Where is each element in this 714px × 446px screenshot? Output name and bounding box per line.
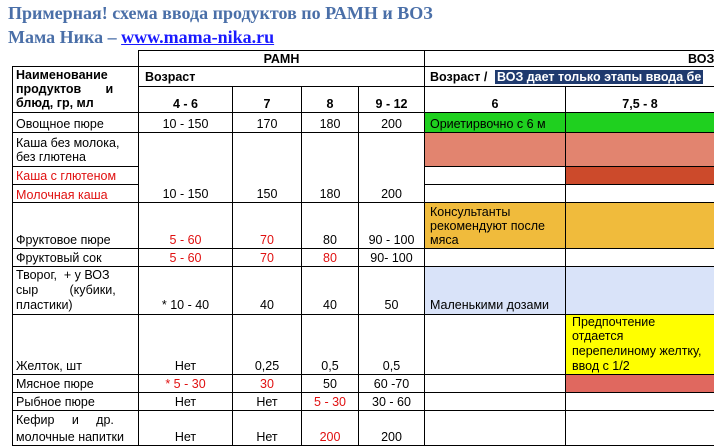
site-credit [8,27,274,48]
voz-fish-cell [565,392,714,411]
row-porridge-gluten-name: Каша с глютеном [12,166,139,185]
row-vegetable-name: Овощное пюре [12,112,139,133]
voz-juice-cell [565,248,714,267]
cell: 5 - 30 [301,392,359,411]
voz-gluten-cell [424,166,566,185]
cell: 50 [358,266,425,315]
cell: 80 [301,248,359,267]
cell: Нет [232,410,302,446]
voz-cottage-note: Маленькими дозами [424,266,566,315]
voz-gluten-cell [565,166,714,185]
voz-yolk-note: Предпочтение отдается перепелиному желтку, ввод с 1/2 [565,314,714,375]
age-8: 8 [301,86,359,113]
cell-value: 10 - 150 [162,187,209,201]
cell: 90- 100 [358,248,425,267]
age-9-12: 9 - 12 [358,86,425,113]
cell: 80 [301,202,359,249]
voz-note-highlight: ВОЗ дает только этапы ввода бе [497,70,702,84]
voz-kefir-cell [565,410,714,446]
cell: 30 [232,374,302,393]
voz-kefir-cell [424,410,566,446]
author-name: Мама Ника – [8,27,122,47]
voz-fruit-cell [565,202,714,249]
cell: Нет [138,392,233,411]
cell: 60 -70 [358,374,425,393]
age-voz-7-5-8: 7,5 - 8 [565,86,714,113]
row-fruit-puree-name: Фруктовое пюре [12,202,139,249]
voz-yolk-cell [424,314,566,375]
row-fruit-juice-name: Фруктовый сок [12,248,139,267]
cell-value: 180 [319,187,341,201]
row-kefir-name: Кефир и др. молочные напитки [12,410,139,446]
row-fish-name: Рыбное пюре [12,392,139,411]
age-4-6: 4 - 6 [138,86,233,113]
cell-value: 200 [381,187,402,201]
voz-fish-cell [424,392,566,411]
voz-milk-cell [565,184,714,203]
cell: 5 - 60 [138,202,233,249]
cell: Нет [232,392,302,411]
voz-porridge-cell [565,132,714,167]
voz-cottage-cell [565,266,714,315]
age-7: 7 [232,86,302,113]
voz-porridge-cell [424,132,566,167]
page-title: Примерная! схема ввода продуктов по РАМН и ВОЗ [8,3,433,23]
cell: 40 [232,266,302,315]
cell: 90 - 100 [358,202,425,249]
row-yolk-name: Желток, шт [12,314,139,375]
cell: Нет [138,314,233,375]
voz-juice-cell [424,248,566,267]
voz-vegetable-note: Ориетирвочно с 6 м [424,112,566,133]
cell: 10 - 150 [138,112,233,133]
site-link[interactable]: www.mama-nika.ru [121,27,275,47]
cell: 70 [232,202,302,249]
group-voz: ВОЗ [424,50,714,67]
cell: 40 [301,266,359,315]
cell: 0,5 [301,314,359,375]
group-ramn: РАМН [138,50,425,67]
name-column-header: Наименование продуктов и блюд, гр, мл [12,66,139,113]
cell: 170 [232,112,302,133]
row-porridge-milk-name: Молочная каша [12,184,139,203]
cell: * 10 - 40 [138,266,233,315]
cell-value: 150 [256,187,278,201]
cell: 5 - 60 [138,248,233,267]
voz-meat-cell [565,374,714,393]
cell: 0,25 [232,314,302,375]
row-porridge-nomilk-name: Каша без молока, без глютена [12,132,139,167]
age-label-voz: Возраст / ВОЗ дает только этапы ввода бе [424,66,714,87]
cell: Нет [138,410,233,446]
cell: 30 - 60 [358,392,425,411]
age-voz-6: 6 [424,86,566,113]
voz-milk-cell [424,184,566,203]
blank-corner [12,50,139,67]
cell: 200 [358,410,425,446]
cell: 50 [301,374,359,393]
age-label-ramn: Возраст [138,66,425,87]
cell: * 5 - 30 [138,374,233,393]
cell: 70 [232,248,302,267]
voz-fruit-note: Консультанты рекомендуют после мяса [424,202,566,249]
voz-vegetable-cell [565,112,714,133]
cell: 180 [301,112,359,133]
cell: 200 [301,410,359,446]
row-cottage-name: Творог, + у ВОЗ сыр (кубики, пластики) [12,266,139,315]
row-meat-name: Мясное пюре [12,374,139,393]
cell: 0,5 [358,314,425,375]
cell: 200 [358,112,425,133]
voz-meat-cell [424,374,566,393]
